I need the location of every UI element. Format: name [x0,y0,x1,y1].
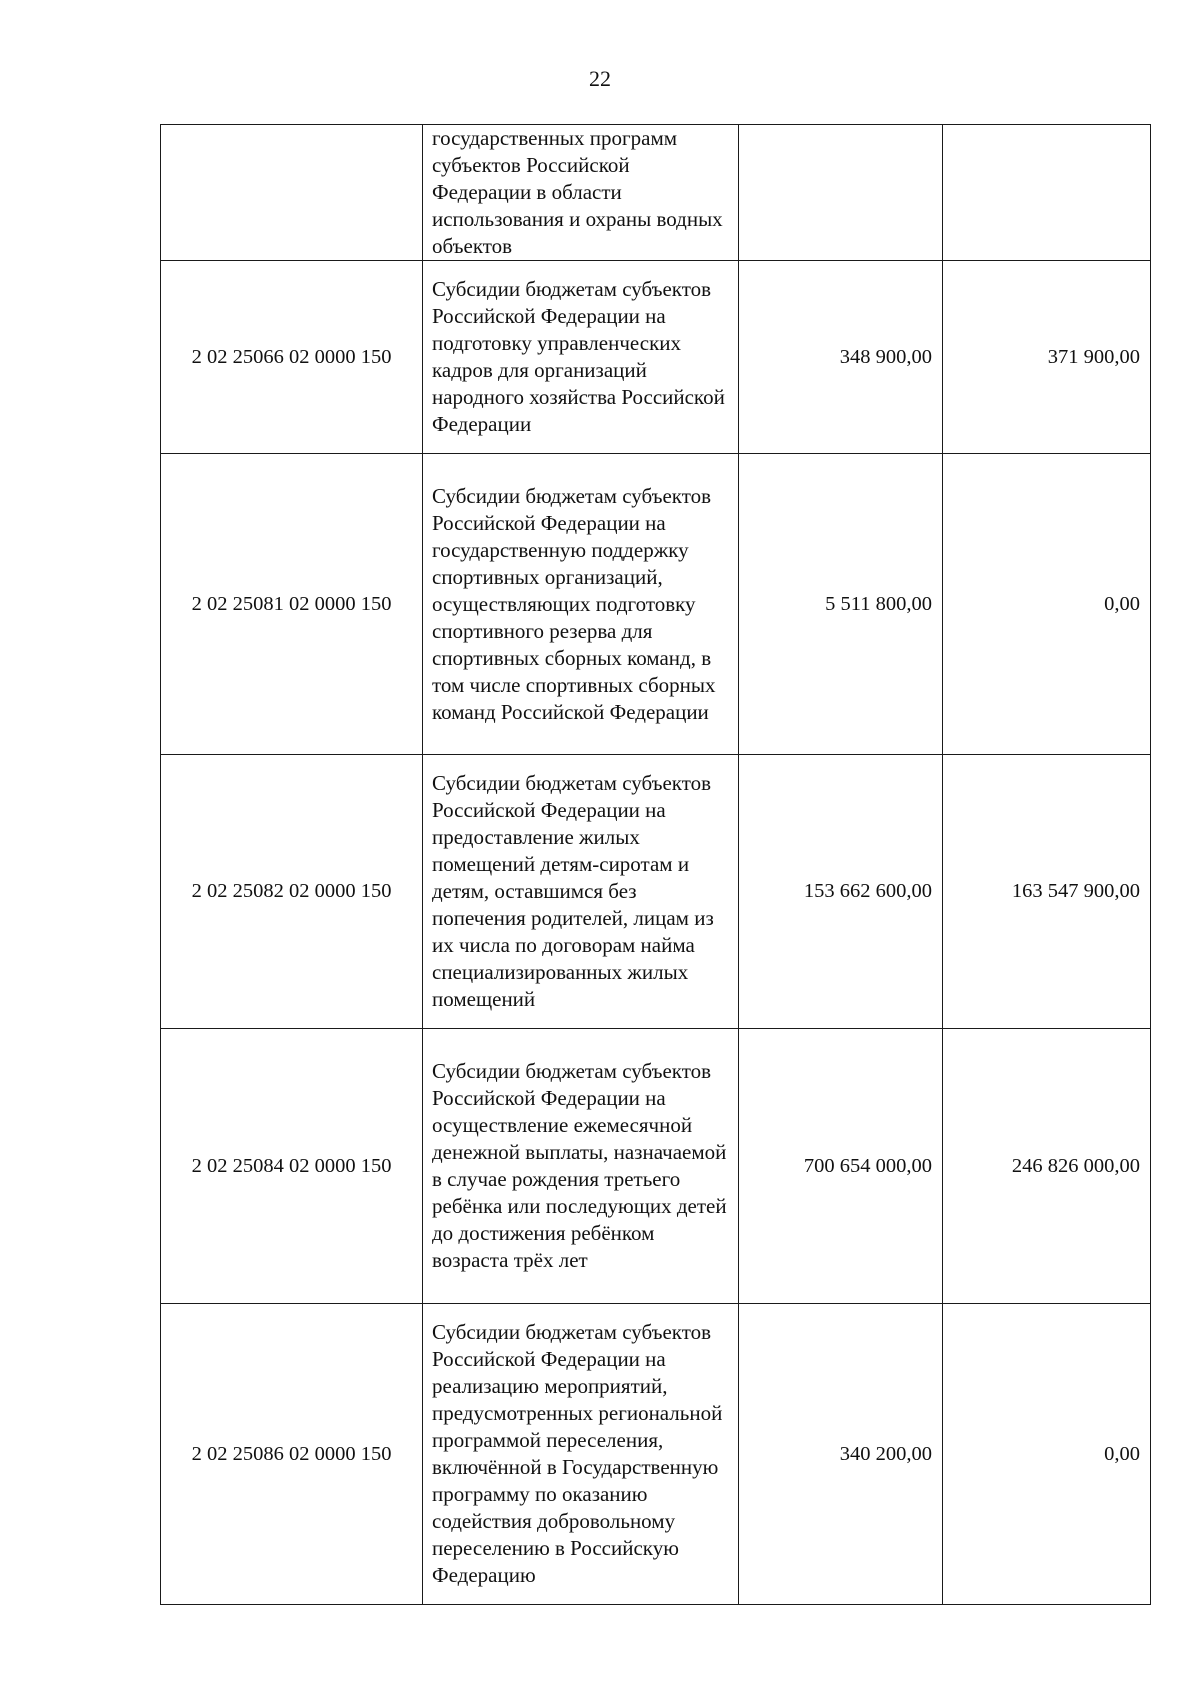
amount-year-2: 371 900,00 [943,261,1151,454]
budget-item-name: Субсидии бюджетам субъектов Российской Федерации на осуществление ежемесячной денежной выплаты, назначаемой в случае рождения третьего ребёнка или последующих детей до достижения ребёнком возраста трёх лет [423,1029,739,1304]
amount-year-1 [739,125,943,261]
page-number: 22 [589,66,611,91]
budget-item-name: Субсидии бюджетам субъектов Российской Федерации на государственную поддержку спортивных организаций, осуществляющих подготовку спортивного резерва для спортивных сборных команд, в том числе спортивных сборных команд Российской Федерации [423,454,739,755]
amount-year-2: 0,00 [943,454,1151,755]
budget-item-name: Субсидии бюджетам субъектов Российской Федерации на предоставление жилых помещений детям-сиротам и детям, оставшимся без попечения родителей, лицам из их числа по договорам найма специализированных жилых помещений [423,755,739,1029]
amount-year-1: 340 200,00 [739,1304,943,1605]
budget-code [161,125,423,261]
table-row [161,1029,1151,1304]
amount-year-1: 348 900,00 [739,261,943,454]
table-row [161,755,1151,1029]
budget-table [160,124,1151,1605]
amount-year-2: 0,00 [943,1304,1151,1605]
table-row [161,125,1151,261]
table-row [161,454,1151,755]
amount-year-2: 163 547 900,00 [943,755,1151,1029]
amount-year-2: 246 826 000,00 [943,1029,1151,1304]
amount-year-1: 153 662 600,00 [739,755,943,1029]
budget-code: 2 02 25082 02 0000 150 [161,755,423,1029]
budget-item-name: Субсидии бюджетам субъектов Российской Федерации на подготовку управленческих кадров для организаций народного хозяйства Российской Федерации [423,261,739,454]
budget-code: 2 02 25066 02 0000 150 [161,261,423,454]
amount-year-1: 5 511 800,00 [739,454,943,755]
budget-code: 2 02 25086 02 0000 150 [161,1304,423,1605]
table-row [161,261,1151,454]
budget-code: 2 02 25081 02 0000 150 [161,454,423,755]
budget-code: 2 02 25084 02 0000 150 [161,1029,423,1304]
table-row [161,1304,1151,1605]
budget-item-name: Субсидии бюджетам субъектов Российской Федерации на реализацию мероприятий, предусмотренных региональной программой переселения, включённой в Государственную программу по оказанию содействия добровольному переселению в Российскую Федерацию [423,1304,739,1605]
amount-year-1: 700 654 000,00 [739,1029,943,1304]
budget-item-name: государственных программ субъектов Российской Федерации в области использования и охраны водных объектов [423,125,739,261]
amount-year-2 [943,125,1151,261]
